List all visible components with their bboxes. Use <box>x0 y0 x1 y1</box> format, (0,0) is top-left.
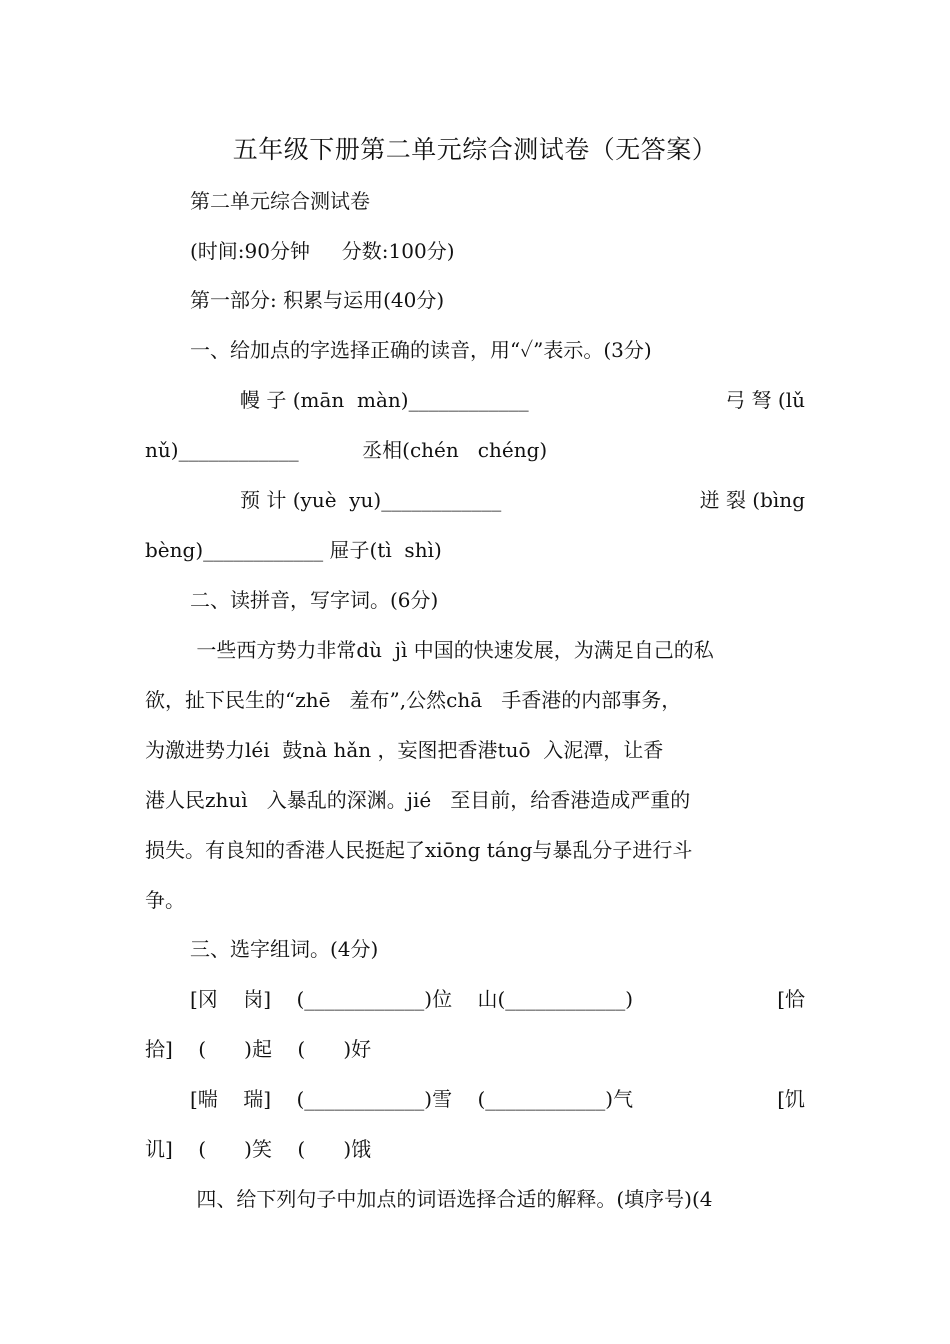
question-3-row-3-right: [饥 <box>777 1087 805 1111</box>
page-title: 五年级下册第二单元综合测试卷（无答案） <box>232 135 718 164</box>
question-1-row-4: bèng)____________ 屉子(tì shì) <box>145 538 442 562</box>
question-2-line: 港人民zhuì 入暴乱的深渊。jié 至目前，给香港造成严重的 <box>145 788 691 812</box>
question-1-row-1-left: 幔 子 (mān màn)____________ <box>240 388 529 412</box>
question-3-row-2: 拾] ( )起 ( )好 <box>145 1037 372 1061</box>
time-score-info: (时间:90分钟 分数:100分) <box>190 239 455 263</box>
question-1-row-2: nǔ)____________ 丞相(chén chéng) <box>145 438 548 462</box>
question-3-row-4: 讥] ( )笑 ( )饿 <box>145 1137 372 1161</box>
question-2-line: 欲，扯下民生的“zhē 羞布”,公然chā 手香港的内部事务， <box>145 688 682 712</box>
question-1-heading: 一、给加点的字选择正确的读音，用“✓”表示。(3分) <box>190 338 652 362</box>
question-3-heading: 三、选字组词。(4分) <box>190 937 379 961</box>
question-2-line: 争。 <box>145 888 185 912</box>
question-3-row-3-left: [喘 瑞] (____________)雪 (____________)气 <box>190 1087 634 1111</box>
question-2-heading: 二、读拼音，写字词。(6分) <box>190 588 439 612</box>
question-1-row-3-right: 迸 裂 (bìng <box>699 488 805 512</box>
question-1-row-1-right: 弓 弩 (lǔ <box>725 388 805 412</box>
question-2-line: 一些西方势力非常dù jì 中国的快速发展，为满足自己的私 <box>190 638 714 662</box>
subtitle: 第二单元综合测试卷 <box>190 189 370 213</box>
question-4-heading: 四、给下列句子中加点的词语选择合适的解释。(填序号)(4 <box>190 1187 713 1211</box>
question-3-row-1-right: [恰 <box>777 987 805 1011</box>
question-1-row-3-left: 预 计 (yuè yu)____________ <box>240 488 502 512</box>
question-3-row-1-left: [冈 岗] (____________)位 山(____________) <box>190 987 634 1011</box>
part-one-heading: 第一部分: 积累与运用(40分) <box>190 288 445 312</box>
question-2-line: 为激进势力léi 鼓nà hǎn ，妄图把香港tuō 入泥潭，让香 <box>145 738 664 762</box>
question-2-line: 损失。有良知的香港人民挺起了xiōng táng与暴乱分子进行斗 <box>145 838 693 862</box>
